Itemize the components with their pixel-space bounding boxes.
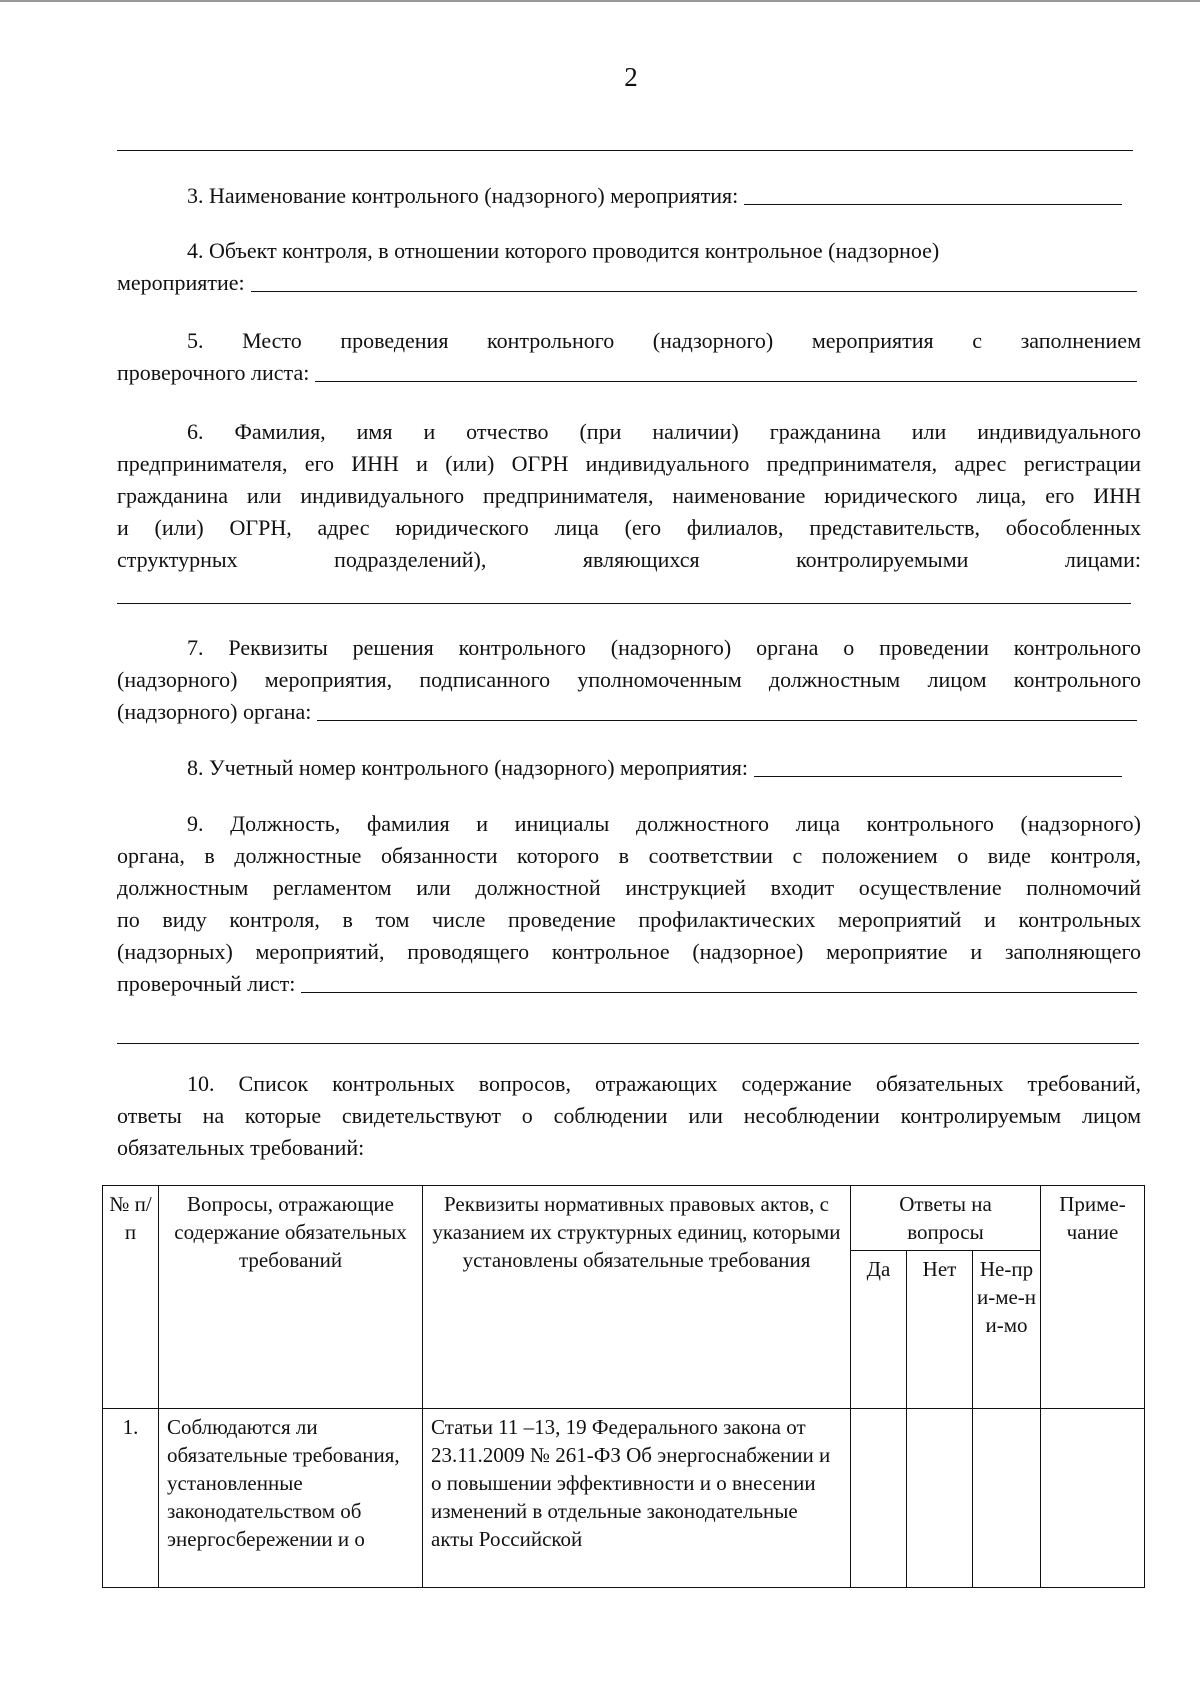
item-5-line-1: 5. Место проведения контрольного (надзорного) мероприятия с заполнением xyxy=(187,328,1141,353)
header-num: № п/п xyxy=(103,1186,159,1409)
item-7-label: (надзорного) органа: xyxy=(117,699,312,724)
header-answers: Ответы на вопросы xyxy=(851,1186,1041,1251)
item-5-line-2 xyxy=(117,357,1137,389)
item-7 xyxy=(117,632,1141,696)
header-not-applicable: Не-при-ме-ни-мо xyxy=(973,1251,1041,1409)
table-row xyxy=(103,1409,1145,1588)
item-9-blank-2 xyxy=(117,1043,1139,1044)
checklist-table xyxy=(102,1185,1145,1588)
item-9-line-3: должностным регламентом или должностной инструкцией входит осуществление полномочий xyxy=(117,875,1141,900)
item-4-line-2 xyxy=(117,267,1137,299)
scan-edge xyxy=(0,0,1200,2)
row-1-note-cell[interactable] xyxy=(1041,1409,1145,1588)
row-1-question: Соблюдаются ли обязательные требования, установленные законодательством об энергосбережении и о xyxy=(159,1409,423,1588)
item-9 xyxy=(117,808,1141,968)
item-7-line-1: 7. Реквизиты решения контрольного (надзорного) органа о проведении контрольного xyxy=(187,635,1141,660)
item-5-label: проверочного листа: xyxy=(117,360,310,385)
item-7-line-2: (надзорного) мероприятия, подписанного уполномоченным должностным лицом контрольного xyxy=(117,667,1141,692)
item-3-blank xyxy=(744,204,1122,205)
item-4-blank xyxy=(251,291,1137,292)
item-6 xyxy=(117,416,1141,576)
item-4-label: мероприятие: xyxy=(117,270,245,295)
row-1-na-cell[interactable] xyxy=(973,1409,1041,1588)
header-requisites: Реквизиты нормативных правовых актов, с указанием их структурных единиц, которыми установлены обязательные требования xyxy=(423,1186,851,1409)
item-10 xyxy=(117,1068,1141,1164)
item-10-line-1: 10. Список контрольных вопросов, отражающих содержание обязательных требований, xyxy=(187,1071,1141,1096)
table-header-row xyxy=(103,1186,1145,1251)
item-6-line-5: структурных подразделений), являющихся контролируемыми лицами: xyxy=(117,547,1141,572)
row-1-num: 1. xyxy=(103,1409,159,1588)
item-8-blank xyxy=(754,776,1122,777)
item-6-line-2: предпринимателя, его ИНН и (или) ОГРН индивидуального предпринимателя, адрес регистрации xyxy=(117,451,1141,476)
item-6-line-1: 6. Фамилия, имя и отчество (при наличии) гражданина или индивидуального xyxy=(187,419,1141,444)
item-4 xyxy=(117,235,1141,267)
item-4-line-1: 4. Объект контроля, в отношении которого проводится контрольное (надзорное) xyxy=(187,238,940,263)
item-3 xyxy=(187,180,1122,212)
item-6-blank xyxy=(117,603,1131,604)
item-8-text: 8. Учетный номер контрольного (надзорного) мероприятия: xyxy=(187,755,749,780)
item-9-line-2: органа, в должностные обязанности которого в соответствии с положением о виде контроля, xyxy=(117,843,1141,868)
row-1-no-cell[interactable] xyxy=(907,1409,973,1588)
item-10-line-2: ответы на которые свидетельствуют о соблюдении или несоблюдении контролируемым лицом xyxy=(117,1103,1141,1128)
item-9-blank xyxy=(301,992,1137,993)
header-no: Нет xyxy=(907,1251,973,1409)
item-8 xyxy=(187,752,1122,784)
item-6-line-4: и (или) ОГРН, адрес юридического лица (его филиалов, представительств, обособленных xyxy=(117,515,1141,540)
item-9-label: проверочный лист: xyxy=(117,971,296,996)
item-5-blank xyxy=(315,381,1137,382)
header-questions: Вопросы, отражающие содержание обязательных требований xyxy=(159,1186,423,1409)
item-5 xyxy=(117,325,1141,357)
header-yes: Да xyxy=(851,1251,907,1409)
item-6-line-3: гражданина или индивидуального предпринимателя, наименование юридического лица, его ИНН xyxy=(117,483,1141,508)
item-7-line-3 xyxy=(117,696,1137,728)
item-10-line-3: обязательных требований: xyxy=(117,1135,365,1160)
item-7-blank xyxy=(317,720,1137,721)
item-3-text: 3. Наименование контрольного (надзорного) мероприятия: xyxy=(187,183,739,208)
item-9-line-1: 9. Должность, фамилия и инициалы должностного лица контрольного (надзорного) xyxy=(187,811,1141,836)
header-note: Приме-чание xyxy=(1041,1186,1145,1409)
row-1-yes-cell[interactable] xyxy=(851,1409,907,1588)
row-1-requisites: Статьи 11 –13, 19 Федерального закона от 23.11.2009 № 261-ФЗ Об энергоснабжении и о повышении эффективности и о внесении изменений в отдельные законодательные акты Российской xyxy=(423,1409,851,1588)
item-9-line-4: по виду контроля, в том числе проведение профилактических мероприятий и контрольных xyxy=(117,907,1141,932)
header-rule xyxy=(117,150,1133,151)
item-9-line-6 xyxy=(117,968,1137,1000)
item-9-line-5: (надзорных) мероприятий, проводящего контрольное (надзорное) мероприятие и заполняющего xyxy=(117,939,1141,964)
page-number: 2 xyxy=(624,62,638,92)
